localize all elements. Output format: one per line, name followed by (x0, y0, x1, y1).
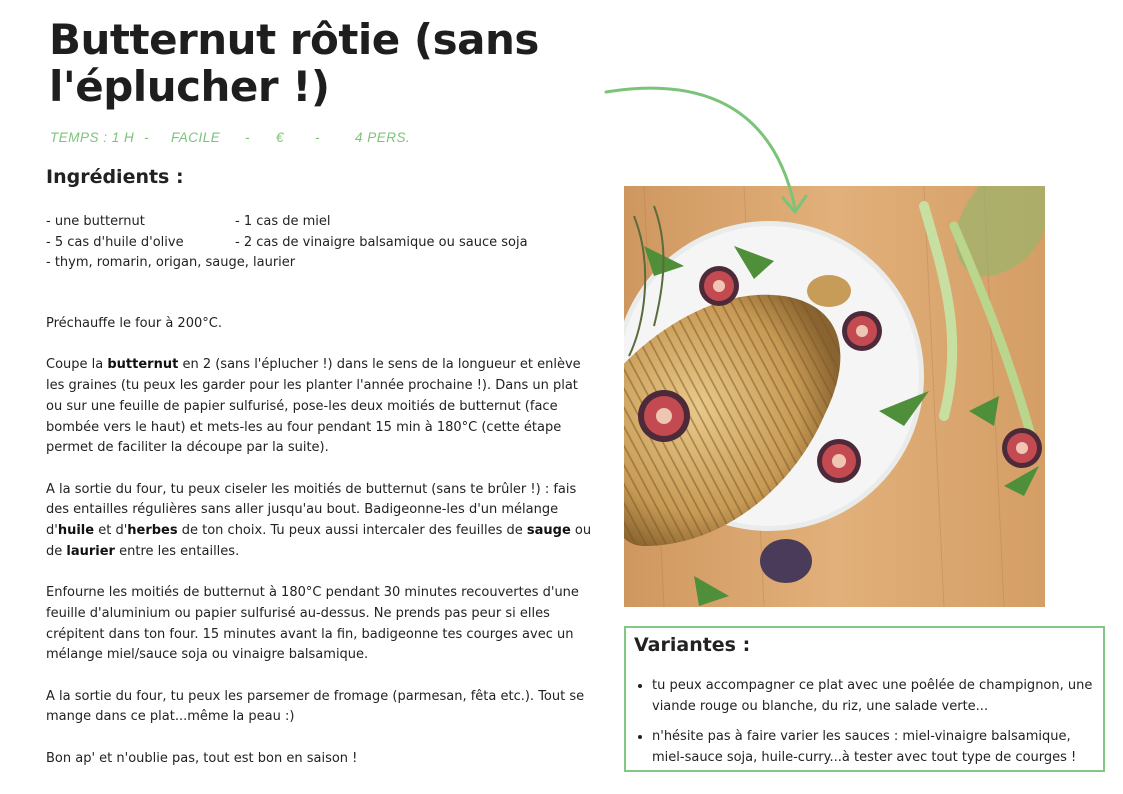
ingredient-item: - 2 cas de vinaigre balsamique ou sauce soja (235, 234, 528, 250)
step-paragraph (46, 355, 596, 459)
step-paragraph (46, 480, 596, 563)
step-keyword: sauge (526, 523, 571, 538)
ingredients-heading: Ingrédients : (46, 166, 184, 188)
meta-separator: - (245, 130, 250, 145)
meta-servings: 4 PERS. (355, 130, 411, 145)
variante-item: • n'hésite pas à faire varier les sauces : miel-vinaigre balsamique, miel-sauce soja, huile-curry...à tester avec tout type de courges ! (652, 727, 1107, 768)
step-paragraph: Bon ap' et n'oublie pas, tout est bon en saison ! (46, 750, 358, 766)
meta-separator: - (144, 130, 149, 145)
recipe-title: Butternut rôtie (sans l'éplucher !) (49, 15, 539, 111)
step-text: et d' (94, 523, 128, 538)
ingredients-column-2 (235, 212, 528, 253)
step-paragraph: A la sortie du four, tu peux les parsemer de fromage (parmesan, fêta etc.). Tout se mange dans ce plat...même la peau :) (46, 688, 585, 725)
variantes-box (624, 626, 1105, 772)
step-keyword: huile (57, 523, 95, 538)
recipe-photo (624, 186, 1045, 607)
ingredient-item: - 1 cas de miel (235, 214, 331, 229)
meta-separator: - (315, 130, 320, 145)
step-paragraph: Enfourne les moitiés de butternut à 180°C pendant 30 minutes recouvertes d'une feuille d'aluminium ou papier sulfurisé au-dessus. Ne prends pas peur si elles crépitent dans ton four. 15 minutes avant la fin, badigeonne tes courges avec un mélange miel/sauce soja ou vinaigre balsamique. (46, 585, 579, 663)
ingredient-item: - 5 cas d'huile d'olive (46, 234, 184, 250)
step-text: ou de (46, 523, 592, 559)
step-text: A la sortie du four, tu peux ciseler les moitiés de butternut (sans te brûler !) : fais des entailles régulières sans aller jusqu'au bout. Badigeonne-les d'un mélange d' (46, 481, 577, 538)
ingredient-item: - thym, romarin, origan, sauge, laurier (46, 255, 296, 270)
variantes-list (634, 676, 1107, 779)
meta-difficulty: FACILE (171, 130, 221, 145)
step-text: Coupe la (46, 357, 108, 373)
recipe-steps (46, 314, 596, 790)
variantes-heading: Variantes : (634, 634, 751, 656)
step-text: de ton choix. Tu peux aussi intercaler des feuilles de (177, 523, 527, 538)
meta-cost: € (276, 130, 285, 145)
step-text: en 2 (sans l'éplucher !) dans le sens de la longueur et enlève les graines (tu peux les garder pour les planter l'année prochaine !). Dans un plat ou sur une feuille de papier sulfurisé, pose-les deux moitiés de butternut (face bombée vers le haut) et mets-les au four pendant 15 min à 180°C (cette étape permet de faciliter la découpe par la suite). (46, 357, 581, 456)
variante-item: • tu peux accompagner ce plat avec une poêlée de champignon, une viande rouge ou blanche, du riz, une salade verte... (652, 676, 1107, 717)
step-paragraph: Préchauffe le four à 200°C. (46, 316, 222, 331)
step-keyword: herbes (127, 523, 178, 538)
step-text: entre les entailles. (114, 543, 240, 559)
ingredient-item: - une butternut (46, 214, 145, 229)
step-keyword: butternut (107, 357, 179, 373)
curved-arrow-icon (600, 80, 830, 225)
step-keyword: laurier (66, 543, 115, 559)
butternut-dish-image (624, 186, 1045, 607)
meta-time: TEMPS : 1 H (50, 130, 135, 145)
